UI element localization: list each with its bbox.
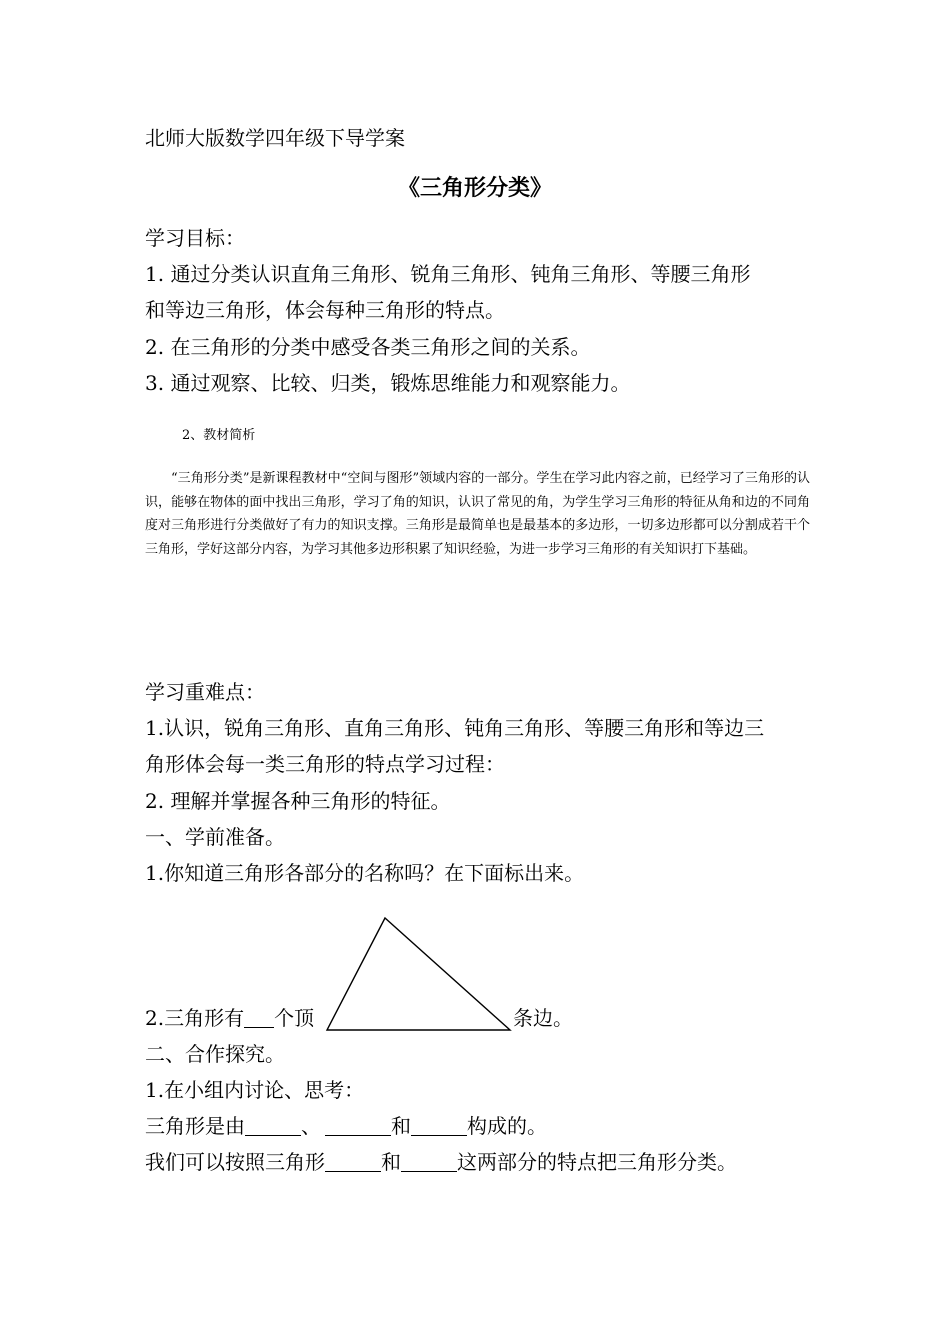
triangle-shape bbox=[327, 918, 510, 1030]
s1-text-a: 三角形是由 bbox=[145, 1114, 245, 1138]
section-2-sentence-2 bbox=[145, 1150, 737, 1174]
objective-1-line-1: 1. 通过分类认识直角三角形、锐角三角形、钝角三角形、等腰三角形 bbox=[145, 262, 751, 286]
objective-3: 3. 通过观察、比较、归类，锻炼思维能力和观察能力。 bbox=[145, 371, 631, 395]
section-2-heading: 二、合作探究。 bbox=[145, 1042, 285, 1066]
s2-text-a: 我们可以按照三角形 bbox=[145, 1150, 325, 1174]
page-title: 《三角形分类》 bbox=[397, 176, 552, 201]
component-blank-3[interactable] bbox=[411, 1117, 467, 1136]
objective-2: 2. 在三角形的分类中感受各类三角形之间的关系。 bbox=[145, 335, 591, 359]
s1-text-d: 构成的。 bbox=[467, 1114, 547, 1138]
key-point-1-line-2: 角形体会每一类三角形的特点学习过程： bbox=[145, 752, 505, 776]
objective-1-line-2: 和等边三角形，体会每种三角形的特点。 bbox=[145, 298, 505, 322]
document-header: 北师大版数学四年级下导学案 bbox=[145, 126, 405, 150]
section-2-sentence-1 bbox=[145, 1114, 547, 1138]
key-points-heading: 学习重难点： bbox=[145, 680, 265, 704]
s1-text-b: 、 bbox=[301, 1114, 321, 1138]
s2-text-b: 和 bbox=[381, 1150, 401, 1174]
analysis-heading: 2、教材简析 bbox=[182, 428, 256, 443]
section-2-question-1: 1.在小组内讨论、思考： bbox=[145, 1078, 365, 1102]
objectives-heading: 学习目标： bbox=[145, 226, 245, 250]
section-1-heading: 一、学前准备。 bbox=[145, 825, 285, 849]
section-1-question-2 bbox=[145, 1006, 314, 1030]
q2-text-b: 个顶 bbox=[274, 1006, 315, 1030]
classification-blank-1[interactable] bbox=[325, 1153, 381, 1172]
s2-text-c: 这两部分的特点把三角形分类。 bbox=[457, 1150, 737, 1174]
key-point-1-line-1: 1.认识，锐角三角形、直角三角形、钝角三角形、等腰三角形和等边三 bbox=[145, 716, 765, 740]
section-1-question-1: 1.你知道三角形各部分的名称吗？在下面标出来。 bbox=[145, 861, 585, 885]
q2-text-c: 条边。 bbox=[513, 1006, 573, 1030]
analysis-paragraph: “三角形分类”是新课程教材中“空间与图形”领域内容的一部分。学生在学习此内容之前，已经学习了三角形的认识，能够在物体的面中找出三角形，学习了角的知识，认识了常见的角，为学生学习三角形的特征从角和边的不同角度对三角形进行分类做好了有力的知识支撑。三角形是最简单也是最基本的多边形，一切多边形都可以分割成若干个三角形，学好这部分内容，为学习其他多边形积累了知识经验，为进一步学习三角形的有关知识打下基础。 bbox=[145, 471, 810, 557]
q2-text-a: 2.三角形有 bbox=[145, 1006, 245, 1030]
classification-blank-2[interactable] bbox=[401, 1153, 457, 1172]
key-point-2: 2. 理解并掌握各种三角形的特征。 bbox=[145, 789, 451, 813]
component-blank-2[interactable] bbox=[325, 1117, 391, 1136]
vertex-count-blank[interactable] bbox=[244, 1009, 274, 1028]
component-blank-1[interactable] bbox=[245, 1117, 301, 1136]
s1-text-c: 和 bbox=[391, 1114, 411, 1138]
